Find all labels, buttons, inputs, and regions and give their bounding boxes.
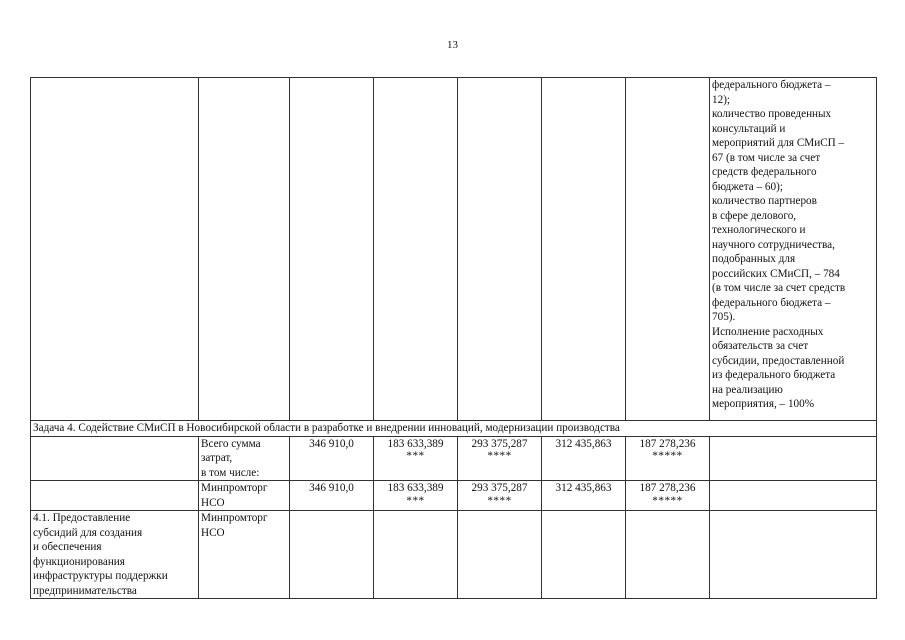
page-number: 13 xyxy=(447,39,458,51)
result-line: из федерального бюджета xyxy=(712,369,836,381)
cell-value-1-empty xyxy=(290,511,374,599)
cell-value-2-empty xyxy=(374,78,458,421)
cell-value-5-empty xyxy=(626,511,710,599)
minprom-value-2: 183 633,389 xyxy=(387,482,444,494)
result-line: обязательств за счет xyxy=(712,340,809,352)
total-value-5-mark: ***** xyxy=(652,450,683,462)
cell-value-4-empty xyxy=(542,511,626,599)
result-line: подобранных для xyxy=(712,253,796,265)
total-label-line: затрат, xyxy=(201,452,233,464)
cell-name-empty xyxy=(31,481,199,511)
result-line: мероприятий для СМиСП – xyxy=(712,137,845,149)
result-line: в сфере делового, xyxy=(712,209,797,222)
minprom-value-3-mark: **** xyxy=(487,494,512,507)
result-line: федерального бюджета – xyxy=(712,79,831,91)
cell-minprom-value-1 xyxy=(290,481,374,511)
cell-executor-empty xyxy=(199,78,290,421)
item-name-line: функционирования xyxy=(33,555,125,568)
total-value-1: 346 910,0 xyxy=(309,437,354,450)
cell-name-empty xyxy=(31,78,199,421)
minprom-label-line: НСО xyxy=(201,496,225,509)
minprom-label-line: Минпромторг xyxy=(201,482,268,494)
result-line: количество проведенных xyxy=(712,108,832,120)
cell-total-label xyxy=(199,436,290,481)
result-line: российских СМиСП, – 784 xyxy=(712,267,840,280)
item-name-line: предпринимательства xyxy=(33,584,137,597)
program-table xyxy=(30,77,877,599)
cell-value-5-empty xyxy=(626,78,710,421)
cell-results-empty xyxy=(710,436,877,481)
item-name-line: и обеспечения xyxy=(33,541,102,553)
task-heading: Задача 4. Содействие СМиСП в Новосибирской области в разработке и внедрении инноваций, модернизации производства xyxy=(31,421,877,437)
result-line: средств федерального xyxy=(712,166,817,178)
cell-value-3-empty xyxy=(458,78,542,421)
minprom-value-5-mark: ***** xyxy=(652,494,683,507)
cell-minprom-label xyxy=(199,481,290,511)
cell-results-empty xyxy=(710,511,877,599)
result-line: Исполнение расходных xyxy=(712,325,824,338)
cell-total-value-3 xyxy=(458,436,542,481)
cell-item-name xyxy=(31,511,199,599)
table-row-item-4-1 xyxy=(31,511,877,599)
total-value-4: 312 435,863 xyxy=(555,437,612,450)
result-line: на реализацию xyxy=(712,383,783,396)
result-line: научного сотрудничества, xyxy=(712,238,835,251)
total-value-5: 187 278,236 xyxy=(639,437,696,450)
table-row-results-continuation xyxy=(31,78,877,421)
result-line: федерального бюджета – xyxy=(712,296,831,309)
cell-value-2-empty xyxy=(374,511,458,599)
cell-total-value-5 xyxy=(626,436,710,481)
cell-item-executor xyxy=(199,511,290,599)
cell-minprom-value-2 xyxy=(374,481,458,511)
result-line: (в том числе за счет средств xyxy=(712,282,846,294)
item-name-line: субсидий для создания xyxy=(33,526,143,539)
result-line: 12); xyxy=(712,93,731,106)
minprom-value-1: 346 910,0 xyxy=(309,482,354,494)
cell-minprom-value-5 xyxy=(626,481,710,511)
table-row-total xyxy=(31,436,877,481)
item-executor-line: Минпромторг xyxy=(201,512,268,524)
item-name-line: инфраструктуры поддержки xyxy=(33,570,168,582)
cell-value-3-empty xyxy=(458,511,542,599)
cell-expected-results xyxy=(710,78,877,421)
result-line: субсидии, предоставленной xyxy=(712,354,845,367)
minprom-value-5: 187 278,236 xyxy=(639,482,696,494)
table-row-minpromtorg xyxy=(31,481,877,511)
result-line: технологического и xyxy=(712,224,806,236)
total-value-3-mark: **** xyxy=(487,450,512,462)
result-line: консультаций и xyxy=(712,122,786,135)
cell-value-1-empty xyxy=(290,78,374,421)
table-row-task-heading xyxy=(31,421,877,437)
result-line: 705). xyxy=(712,311,736,323)
item-name-line: 4.1. Предоставление xyxy=(33,512,131,524)
cell-results-empty xyxy=(710,481,877,511)
cell-minprom-value-4 xyxy=(542,481,626,511)
minprom-value-3: 293 375,287 xyxy=(471,482,528,494)
cell-total-value-2 xyxy=(374,436,458,481)
total-value-2-mark: *** xyxy=(406,450,425,462)
result-line: бюджета – 60); xyxy=(712,180,783,193)
total-label-line: в том числе: xyxy=(201,466,260,479)
total-label-line: Всего сумма xyxy=(201,437,261,450)
result-line: количество партнеров xyxy=(712,195,817,207)
total-value-2: 183 633,389 xyxy=(387,437,444,450)
result-line: 67 (в том числе за счет xyxy=(712,151,821,164)
cell-minprom-value-3 xyxy=(458,481,542,511)
result-line: мероприятия, – 100% xyxy=(712,398,815,410)
minprom-value-2-mark: *** xyxy=(406,494,425,507)
total-value-3: 293 375,287 xyxy=(471,437,528,450)
item-executor-line: НСО xyxy=(201,526,225,539)
cell-total-value-1 xyxy=(290,436,374,481)
cell-name-empty xyxy=(31,436,199,481)
cell-value-4-empty xyxy=(542,78,626,421)
cell-total-value-4 xyxy=(542,436,626,481)
minprom-value-4: 312 435,863 xyxy=(555,482,612,494)
